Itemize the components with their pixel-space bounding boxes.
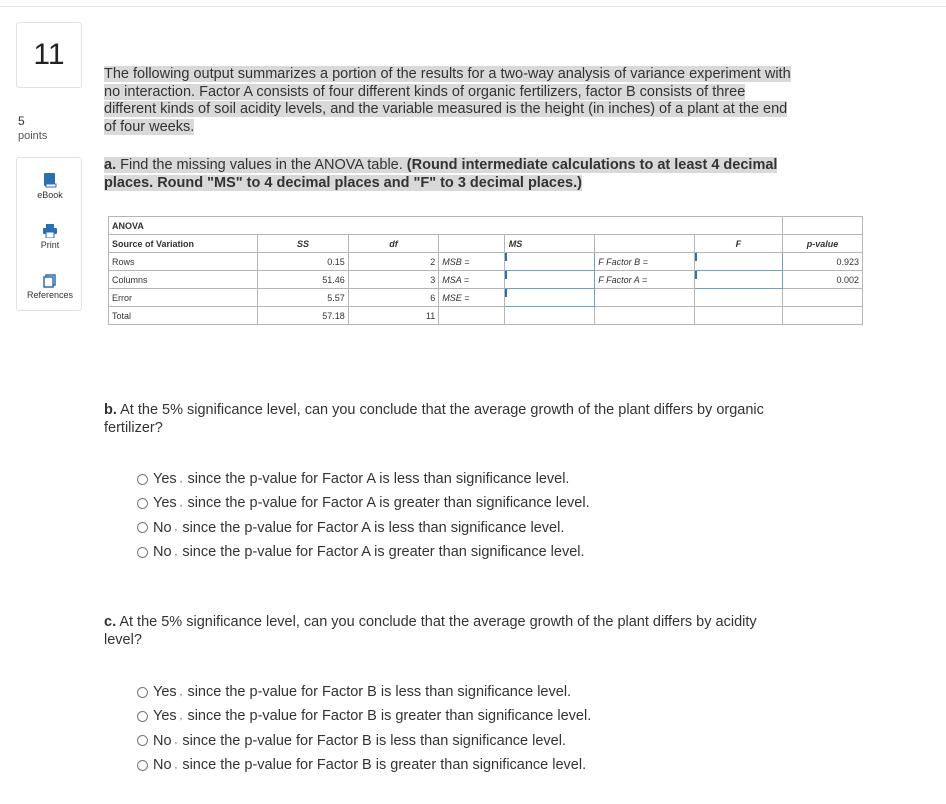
intro-line-2: no interaction. Factor A consists of four different kinds of organic fertilizers, factor B consists of three [104,83,746,100]
f-factor-a-input[interactable] [694,271,782,289]
row-source: Columns [109,271,258,289]
top-divider [0,6,946,7]
f-factor-b-input[interactable] [694,253,782,271]
part-b-option-4[interactable]: No , since the p-value for Factor A is greater than significance level. [137,540,590,564]
part-c-option-2[interactable]: Yes , since the p-value for Factor B is greater than significance level. [137,704,591,728]
part-a-prompt [104,156,864,192]
mse-input[interactable] [504,289,594,307]
option-reason: since the p-value for Factor A is less than significance level. [182,519,565,536]
references-button[interactable] [17,274,83,300]
row-source: Total [109,307,258,325]
row-source: Error [109,289,258,307]
print-button[interactable] [17,224,83,250]
part-c-prefix: c. [104,614,117,630]
part-c-option-4[interactable]: No , since the p-value for Factor B is greater than significance level. [137,753,591,777]
part-c-prompt [104,613,864,649]
radio-button[interactable] [137,760,148,771]
radio-button[interactable] [137,547,148,558]
radio-button[interactable] [137,498,148,509]
row-ss: 57.18 [258,307,348,325]
printer-icon [42,224,58,238]
radio-button[interactable] [137,474,148,485]
points-info [18,114,47,144]
option-answer: No [153,757,172,774]
part-c-options [137,680,591,777]
radio-button[interactable] [137,735,148,746]
option-reason: since the p-value for Factor B is greater than significance level. [187,708,592,725]
part-b-text-2: fertilizer? [104,420,163,436]
part-b-prompt [104,401,864,437]
intro-line-1: The following output summarizes a portion of the results for a two-way analysis of variance experiment with [104,66,791,82]
header-p-value: p-value [783,235,863,253]
radio-button[interactable] [137,687,148,698]
question-intro [104,66,864,136]
msa-input[interactable] [504,271,594,289]
row-f-label: F Factor B = [595,253,695,271]
row-ms-label: MSB = [439,253,505,271]
question-number-text: 11 [33,38,65,71]
option-answer: No [153,544,172,561]
row-ms-label: MSE = [439,289,505,307]
part-a-text: Find the missing values in the ANOVA table. [116,157,407,173]
anova-row-error [109,289,863,307]
option-reason: since the p-value for Factor A is greater than significance level. [182,544,585,561]
option-answer: Yes [153,495,177,512]
tools-panel [16,157,82,311]
row-ms-label: MSA = [439,271,505,289]
intro-line-3: different kinds of soil acidity levels, and the variable measured is the height (in inches) of a plant at the end [104,101,788,117]
option-reason: since the p-value for Factor B is less than significance level. [182,732,566,749]
row-df: 2 [348,253,438,271]
points-label: points [18,130,48,142]
question-number [16,22,82,88]
msb-input[interactable] [504,253,594,271]
option-reason: since the p-value for Factor A is less than significance level. [187,471,570,488]
anova-row-rows [109,253,863,271]
part-b-text: At the 5% significance level, can you conclude that the average growth of the plant differs by organic [116,402,764,418]
option-reason: since the p-value for Factor B is greater than significance level. [182,757,587,774]
row-p-value: 0.002 [783,271,863,289]
part-c-option-1[interactable]: Yes , since the p-value for Factor B is less than significance level. [137,680,591,704]
option-reason: since the p-value for Factor A is greater than significance level. [187,495,590,512]
row-df: 3 [348,271,438,289]
header-ss: SS [258,235,348,253]
print-label: Print [40,240,60,250]
part-a-bold-2: places. Round "MS" to 4 decimal places and "F" to 3 decimal places.) [104,175,582,191]
part-b-option-2[interactable]: Yes , since the p-value for Factor A is greater than significance level. [137,491,590,515]
row-p-value: 0.923 [783,253,863,271]
part-c-option-3[interactable]: No , since the p-value for Factor B is less than significance level. [137,729,591,753]
references-label: References [26,290,74,300]
part-a-prefix: a. [104,157,117,173]
row-ss: 51.46 [258,271,348,289]
header-df: df [348,235,438,253]
part-b-prefix: b. [104,402,117,418]
option-answer: Yes [153,471,177,488]
row-source: Rows [109,253,258,271]
option-answer: No [153,519,172,536]
ebook-label: eBook [37,190,63,200]
header-source: Source of Variation [109,235,258,253]
anova-title: ANOVA [109,217,783,235]
anova-row-total [109,307,863,325]
points-value: 5 [18,114,25,128]
part-c-text: At the 5% significance level, can you conclude that the average growth of the plant differs by acidity [116,614,757,630]
option-reason: since the p-value for Factor B is less than significance level. [187,684,572,701]
part-b-option-3[interactable]: No , since the p-value for Factor A is less than significance level. [137,516,590,540]
part-a-bold-1: (Round intermediate calculations to at least 4 decimal [406,157,778,173]
row-df: 6 [348,289,438,307]
part-b-option-1[interactable]: Yes , since the p-value for Factor A is less than significance level. [137,467,590,491]
option-answer: No [153,732,172,749]
references-icon [43,274,57,288]
row-ss: 0.15 [258,253,348,271]
radio-button[interactable] [137,711,148,722]
part-b-options [137,467,590,564]
row-ss: 5.57 [258,289,348,307]
header-ms: MS [504,235,594,253]
ebook-button[interactable] [17,172,83,200]
header-f: F [694,235,782,253]
row-f-label: F Factor A = [595,271,695,289]
part-c-text-2: level? [104,632,142,648]
radio-button[interactable] [137,522,148,533]
option-answer: Yes [153,708,177,725]
intro-line-4: of four weeks. [104,118,195,135]
anova-row-columns [109,271,863,289]
option-answer: Yes [153,684,177,701]
anova-table [108,216,863,325]
row-df: 11 [348,307,438,325]
book-icon [43,172,57,188]
